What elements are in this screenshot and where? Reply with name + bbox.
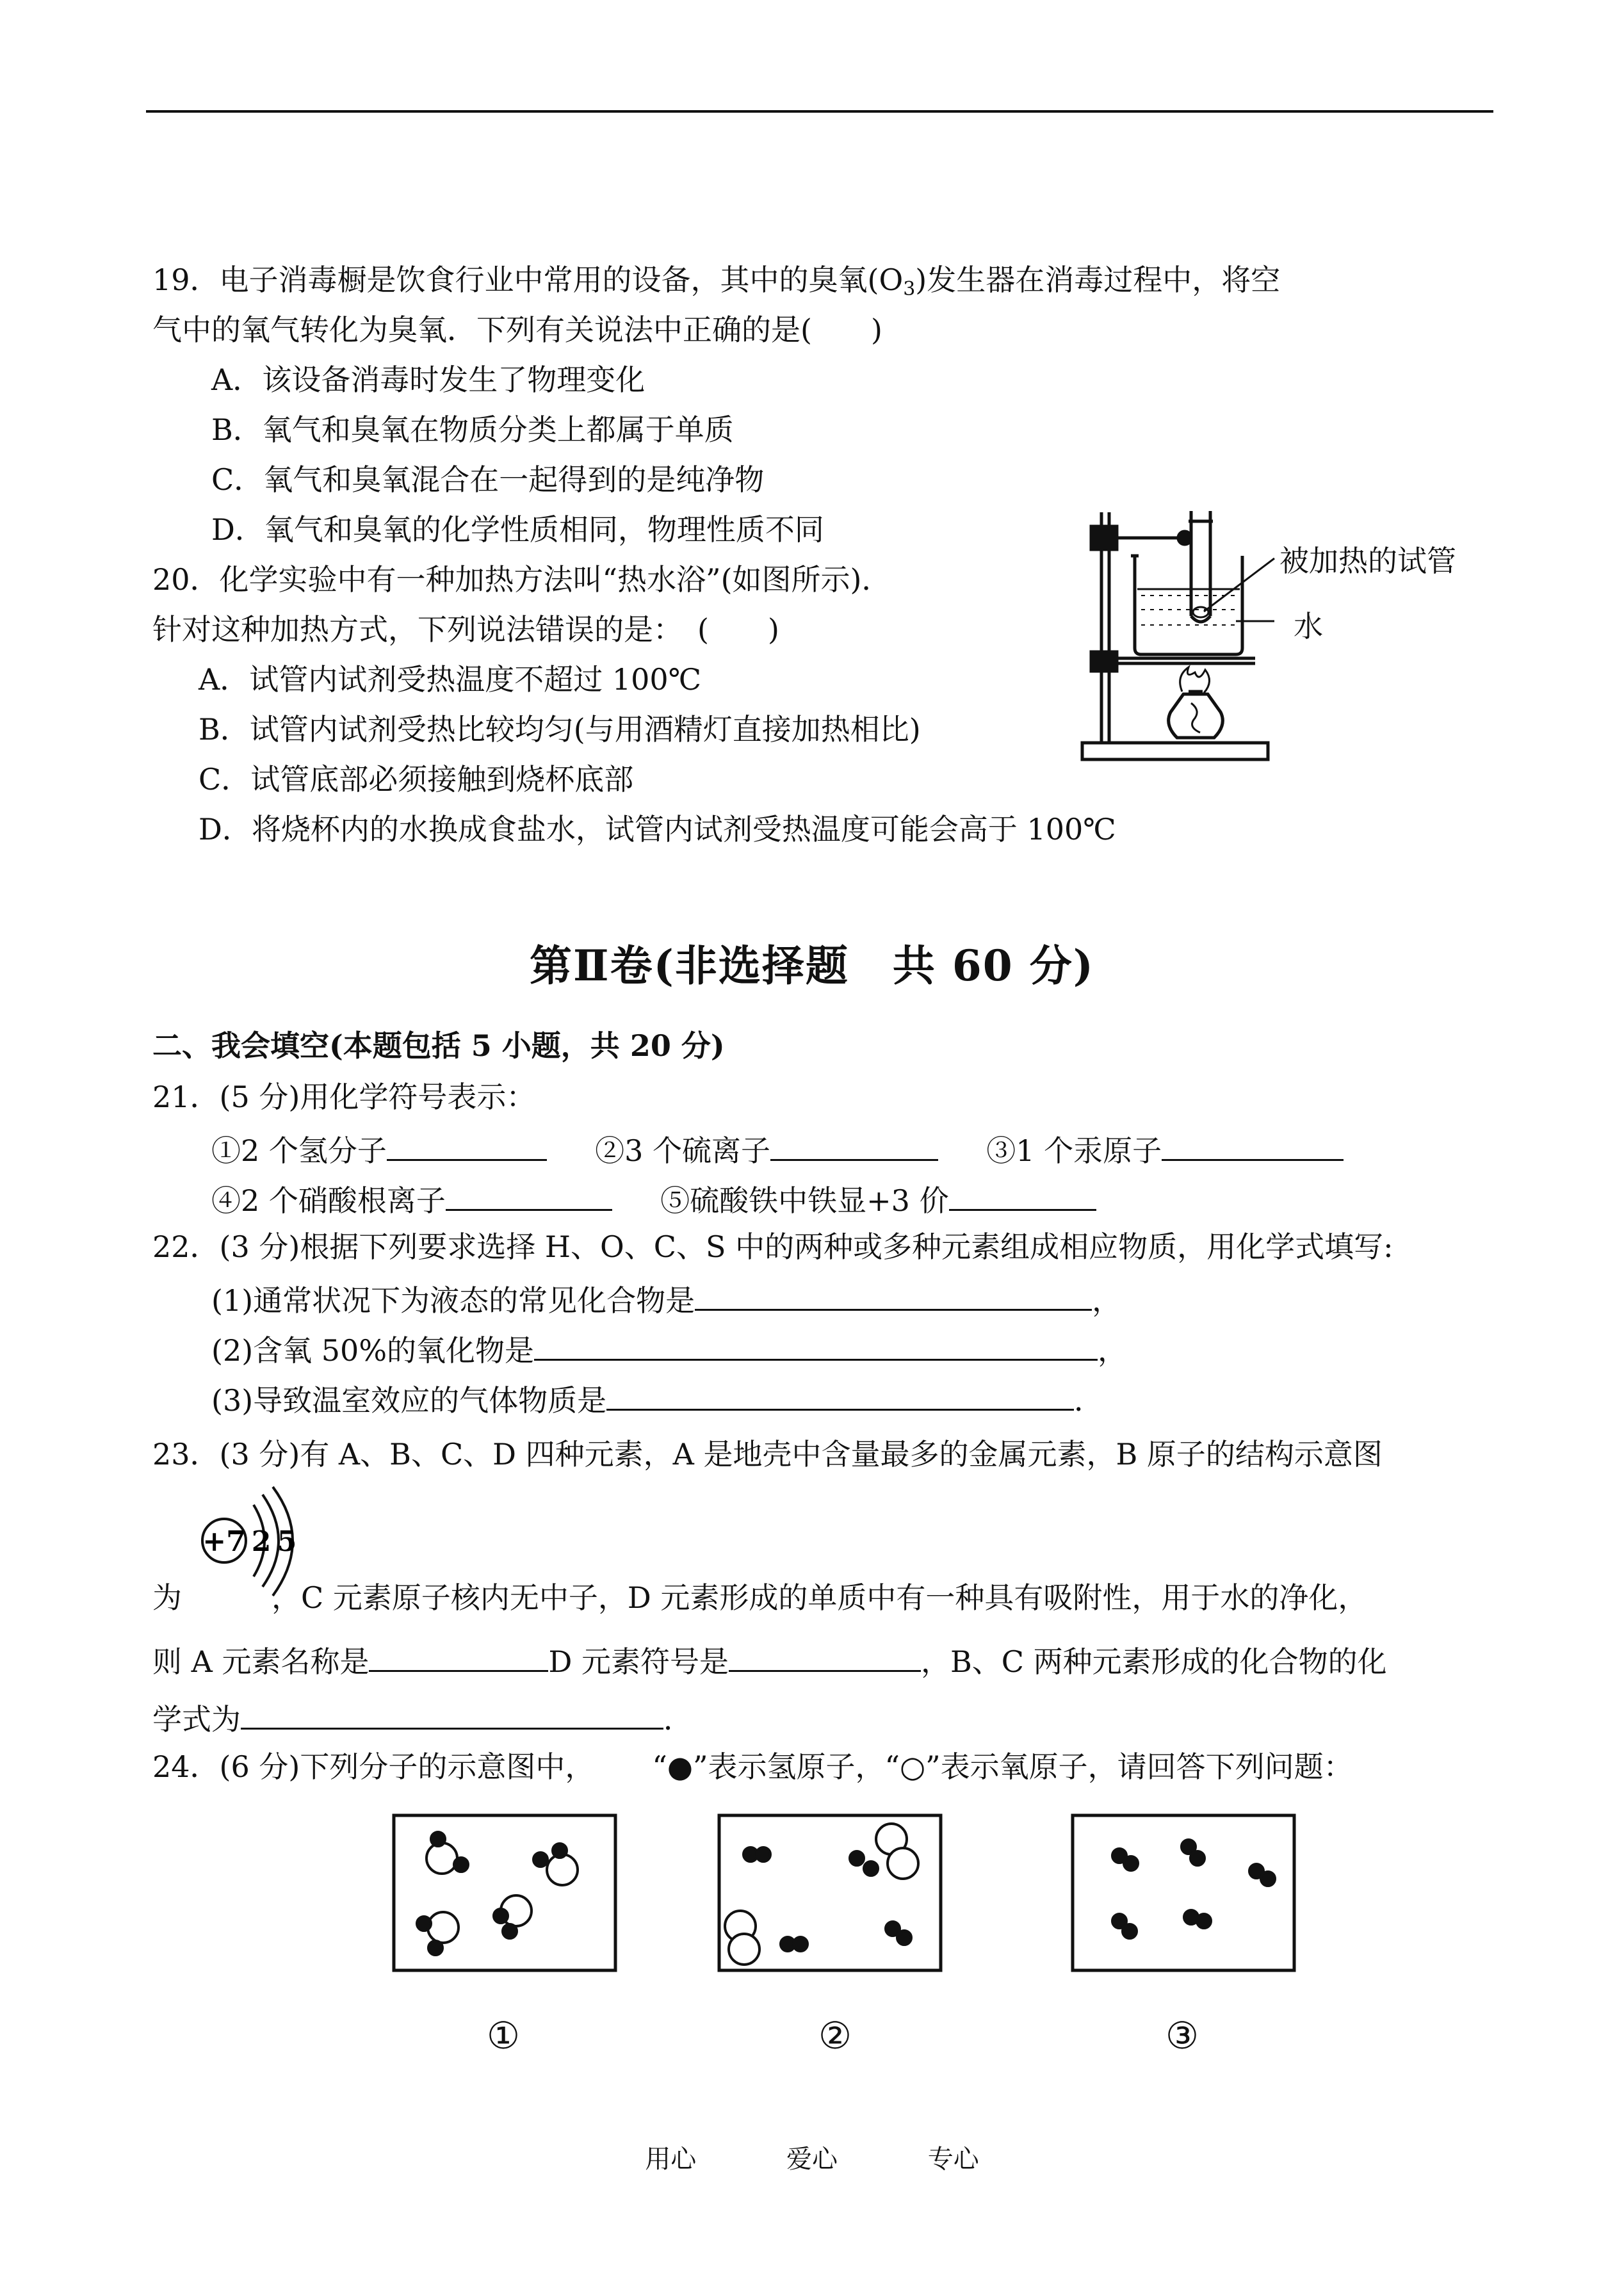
atom-shell2-label: 5	[277, 1525, 297, 1558]
answer-blank[interactable]	[241, 1694, 663, 1730]
q20-option-c: C．试管底部必须接触到烧杯底部	[199, 762, 634, 797]
q24-stem: 24．(6 分)下列分子的示意图中， “●”表示氢原子，“○”表示氧原子，请回答下列问题：	[152, 1749, 1353, 1784]
answer-blank[interactable]	[387, 1126, 547, 1161]
answer-blank[interactable]	[606, 1375, 1074, 1411]
q21-row2	[211, 1176, 1096, 1222]
molecule-box-3	[1071, 1813, 1296, 1972]
footer-item: 专心	[927, 2145, 979, 2174]
q22-item1: (1)通常状况下为液态的常见化合物是 ，	[211, 1276, 1121, 1322]
molecule-label-2: ②	[818, 2014, 852, 2057]
answer-blank[interactable]	[369, 1637, 548, 1672]
q19-option-d: D．氧气和臭氧的化学性质相同，物理性质不同	[211, 512, 824, 547]
figure-label-water: 水	[1294, 609, 1323, 644]
q19-option-b: B．氧气和臭氧在物质分类上都属于单质	[211, 412, 734, 447]
q20-stem-line1: 20．化学实验中有一种加热方法叫“热水浴”(如图所示)．	[152, 562, 891, 597]
q21-item1: ①2 个氢分子	[211, 1133, 387, 1168]
q22-item2: (2)含氧 50%的氧化物是 ，	[211, 1326, 1127, 1372]
q19-option-c: C．氧气和臭氧混合在一起得到的是纯净物	[211, 462, 765, 497]
footer-item: 用心	[645, 2145, 697, 2174]
q22-stem: 22．(3 分)根据下列要求选择 H、O、C、S 中的两种或多种元素组成相应物质，用化学式填写:	[152, 1229, 1393, 1264]
atom-shell1-label: 2	[251, 1525, 272, 1558]
answer-blank[interactable]	[729, 1637, 921, 1672]
q21-item4: ④2 个硝酸根离子	[211, 1183, 446, 1218]
q23-line3: 则 A 元素名称是 D 元素符号是 ，B、C 两种元素形成的化合物的化	[152, 1637, 1387, 1683]
q21-row1	[211, 1126, 1344, 1172]
figure-label-tube: 被加热的试管	[1279, 544, 1456, 578]
footer-item: 爱心	[786, 2145, 838, 2174]
q21-item2: ②3 个硫离子	[595, 1133, 771, 1168]
q21-item5: ⑤硫酸铁中铁显+3 价	[660, 1183, 949, 1218]
q20-stem-line2: 针对这种加热方式，下列说法错误的是： ( )	[152, 612, 779, 647]
answer-blank[interactable]	[1162, 1126, 1344, 1161]
answer-blank[interactable]	[949, 1176, 1096, 1211]
q23-line4: 学式为 ．	[152, 1694, 693, 1740]
page-footer	[0, 2139, 1624, 2175]
q21-stem: 21．(5 分)用化学符号表示：	[152, 1080, 536, 1114]
answer-blank[interactable]	[534, 1326, 1098, 1361]
q22-item3: (3)导致温室效应的气体物质是 ．	[211, 1375, 1103, 1422]
q19-stem-line2: 气中的氧气转化为臭氧．下列有关说法中正确的是( )	[152, 312, 882, 347]
part2-title: 第Ⅱ卷(非选择题 共 60 分)	[530, 941, 1094, 991]
section2-heading: 二、我会填空(本题包括 5 小题，共 20 分)	[152, 1028, 725, 1063]
molecule-box-2	[717, 1813, 943, 1972]
answer-blank[interactable]	[446, 1176, 612, 1211]
atom-nucleus-label: +7	[202, 1525, 246, 1558]
q23-line2: 为 ，C 元素原子核内无中子，D 元素形成的单质中有一种具有吸附性，用于水的净化，	[152, 1580, 1368, 1615]
answer-blank[interactable]	[770, 1126, 938, 1161]
molecule-box-1	[392, 1813, 617, 1972]
header-rule	[146, 110, 1493, 113]
molecule-label-1: ①	[487, 2014, 520, 2057]
molecule-label-3: ③	[1165, 2014, 1199, 2057]
answer-blank[interactable]	[695, 1276, 1092, 1311]
q20-option-b: B．试管内试剂受热比较均匀(与用酒精灯直接加热相比)	[199, 712, 921, 747]
q19-option-a: A．该设备消毒时发生了物理变化	[211, 362, 646, 397]
q19-stem-line1: 19．电子消毒橱是饮食行业中常用的设备，其中的臭氧$(O_3)$发生器在消毒过程中，将空	[152, 263, 1281, 300]
q20-option-a: A．试管内试剂受热温度不超过 100℃	[199, 662, 702, 697]
q21-item3: ③1 个汞原子	[986, 1133, 1162, 1168]
q20-option-d: D．将烧杯内的水换成食盐水，试管内试剂受热温度可能会高于 100℃	[199, 812, 1116, 847]
q23-stem: 23．(3 分)有 A、B、C、D 四种元素，A 是地壳中含量最多的金属元素，B 原子的结构示意图	[152, 1437, 1383, 1472]
